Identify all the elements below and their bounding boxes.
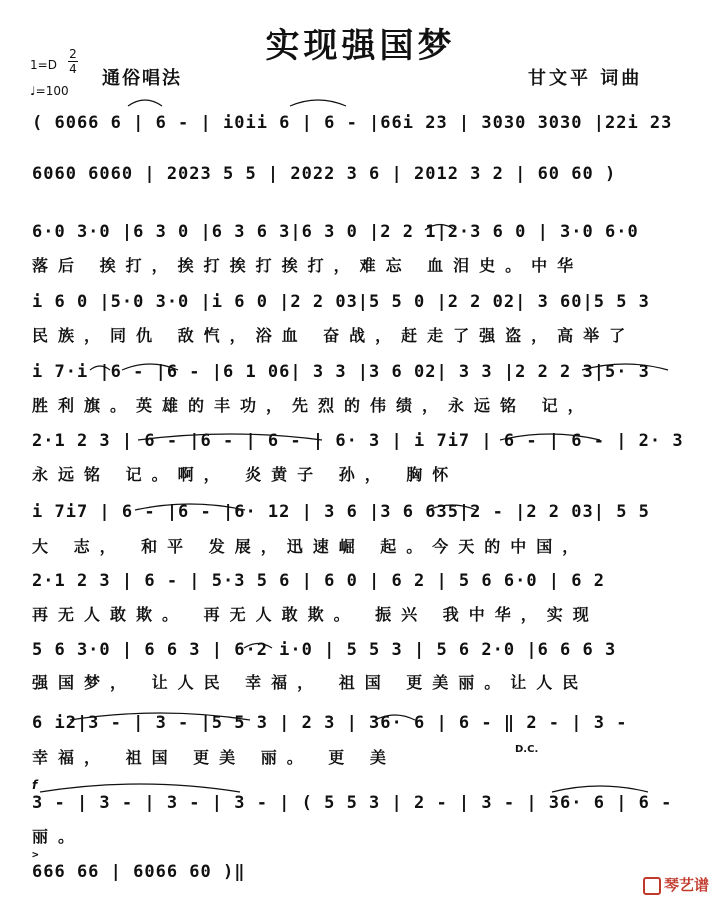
score-row-6-lyrics: 永远铭 记。啊， 炎黄子 孙， 胸怀 <box>32 465 459 484</box>
score-row-11-lyrics: 丽。 <box>32 827 85 846</box>
score-row-12-notes: 666 66 | 6066 60 )‖ <box>32 862 246 882</box>
score-row-9-lyrics: 强国梦， 让人民 幸福， 祖国 更美丽。让人民 <box>32 673 589 692</box>
score-row-3-lyrics: 落后 挨打，挨打挨打挨打，难忘 血泪史。中华 <box>32 256 584 275</box>
composer-credit: 甘文平 词曲 <box>528 68 643 89</box>
score-row-1-notes: ( 6066 6 | 6 - | i0ii 6 | 6 - |66i 23 | 3030 3030 |22i 23 <box>32 113 673 133</box>
singing-style: 通俗唱法 <box>102 68 182 89</box>
forte-dynamic: f <box>32 778 38 792</box>
accent-mark: > <box>32 848 40 861</box>
score-row-4-notes: i 6 0 |5·0 3·0 |i 6 0 |2 2 03|5 5 0 |2 2 02| 3 60|5 5 3 <box>32 292 650 312</box>
key-signature: 1=D <box>30 58 57 72</box>
song-title: 实现强国梦 <box>265 26 456 66</box>
score-row-5-notes: i 7·i |6 - |6 - |6 1 06| 3 3 |3 6 02| 3 3 |2 2 2 3|5· 3 <box>32 362 650 382</box>
score-row-11-notes: 3 - | 3 - | 3 - | 3 - | ( 5 5 3 | 2 - | 3 - | 36· 6 | 6 - <box>32 793 673 813</box>
score-row-7-notes: i 7i7 | 6 - |6 - |6· 12 | 3 6 |3 6 635|2 - |2 2 03| 5 5 <box>32 502 650 522</box>
slur-arc <box>290 100 346 106</box>
slur-arc <box>128 100 162 106</box>
score-row-8-lyrics: 再无人敢欺。 再无人敢欺。 振兴 我中华，实现 <box>32 605 599 624</box>
time-top: 2 <box>69 47 77 61</box>
slur-arc <box>552 786 648 792</box>
score-row-3-notes: 6·0 3·0 |6 3 0 |6 3 6 3|6 3 0 |2 2 1|2·3 6 0 | 3·0 6·0 <box>32 222 639 242</box>
time-signature <box>68 48 78 75</box>
score-row-9-notes: 5 6 3·0 | 6 6 3 | 6·2 i·0 | 5 5 3 | 5 6 2·0 |6 6 6 3 <box>32 640 617 660</box>
score-row-10-lyrics: 幸福， 祖国 更美 丽。 更 美 <box>32 748 396 767</box>
score-row-7-lyrics: 大 志， 和平 发展，迅速崛 起。今天的中国， <box>32 537 589 556</box>
watermark-text: 琴艺谱 <box>663 876 709 894</box>
tempo-marking: ♩=100 <box>30 84 69 98</box>
slur-arc <box>40 784 240 792</box>
watermark <box>643 874 709 895</box>
time-bottom: 4 <box>69 62 77 76</box>
score-row-8-notes: 2·1 2 3 | 6 - | 5·3 5 6 | 6 0 | 6 2 | 5 6 6·0 | 6 2 <box>32 571 605 591</box>
score-row-2-notes: 6060 6060 | 2023 5 5 | 2022 3 6 | 2012 3 2 | 60 60 ) <box>32 164 617 184</box>
score-row-4-lyrics: 民族，同仇 敌忾，浴血 奋战，赶走了强盗，高举了 <box>32 326 636 345</box>
score-row-10-notes: 6 i2|3 - | 3 - |5 5 3 | 2 3 | 36· 6 | 6 - ‖ 2 - | 3 - <box>32 713 628 733</box>
score-row-6-notes: 2·1 2 3 | 6 - |6 - | 6 - | 6· 3 | i 7i7 | 6 - | 6 - | 2· 3 <box>32 431 684 451</box>
dc-marking: D.C. <box>515 744 539 755</box>
score-row-5-lyrics: 胜利旗。英雄的丰功，先烈的伟绩，永远铭 记， <box>32 396 594 415</box>
watermark-logo-icon <box>643 877 661 895</box>
